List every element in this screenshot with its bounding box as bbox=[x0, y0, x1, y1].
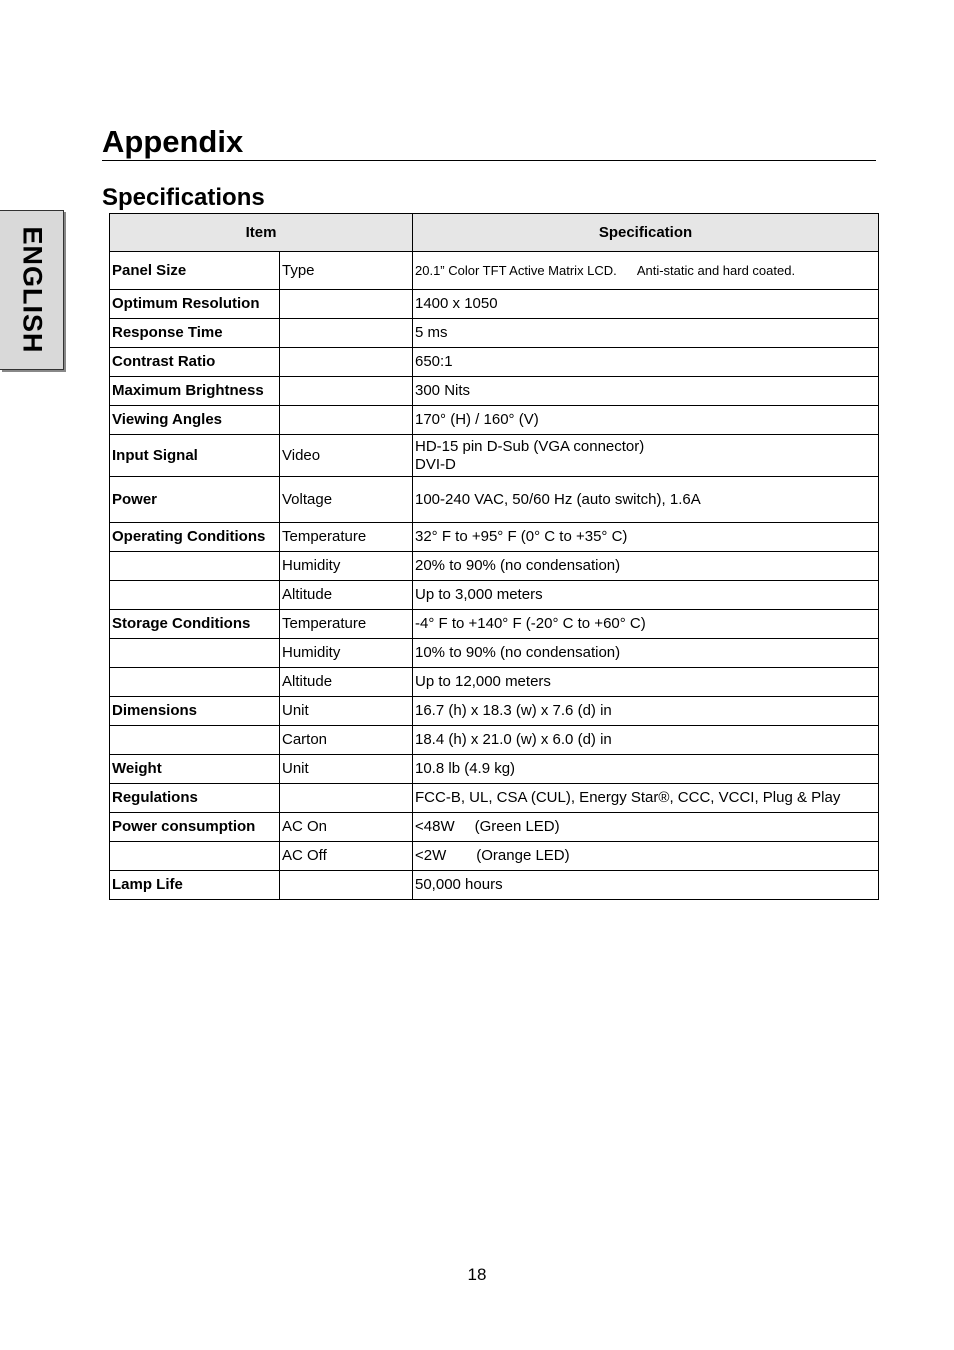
table-row bbox=[110, 406, 879, 435]
table-row bbox=[110, 639, 879, 668]
row-item: Viewing Angles bbox=[110, 406, 280, 435]
row-spec bbox=[413, 252, 879, 290]
row-sub: Video bbox=[280, 435, 413, 477]
row-spec: 300 Nits bbox=[413, 377, 879, 406]
table-row bbox=[110, 377, 879, 406]
specifications-table bbox=[109, 213, 879, 900]
row-spec: Up to 12,000 meters bbox=[413, 668, 879, 697]
row-spec: 1400 x 1050 bbox=[413, 290, 879, 319]
row-item: Input Signal bbox=[110, 435, 280, 477]
row-item bbox=[110, 581, 280, 610]
row-item: Dimensions bbox=[110, 697, 280, 726]
header-specification: Specification bbox=[413, 214, 879, 252]
row-spec: -4° F to +140° F (-20° C to +60° C) bbox=[413, 610, 879, 639]
table-row bbox=[110, 726, 879, 755]
row-sub: AC On bbox=[280, 813, 413, 842]
row-spec-extra: (Orange LED) bbox=[476, 847, 570, 864]
row-spec-line2: DVI-D bbox=[415, 455, 456, 473]
row-sub bbox=[280, 406, 413, 435]
row-spec-text: 20.1” Color TFT Active Matrix LCD. bbox=[415, 262, 617, 278]
row-spec: 18.4 (h) x 21.0 (w) x 6.0 (d) in bbox=[413, 726, 879, 755]
row-sub: Unit bbox=[280, 755, 413, 784]
row-sub: Temperature bbox=[280, 610, 413, 639]
row-sub bbox=[280, 784, 413, 813]
row-item: Power bbox=[110, 477, 280, 523]
table-row bbox=[110, 477, 879, 523]
row-sub: Voltage bbox=[280, 477, 413, 523]
row-item: Optimum Resolution bbox=[110, 290, 280, 319]
row-sub: Temperature bbox=[280, 523, 413, 552]
table-row bbox=[110, 697, 879, 726]
row-sub bbox=[280, 290, 413, 319]
table-row bbox=[110, 813, 879, 842]
row-spec: 16.7 (h) x 18.3 (w) x 7.6 (d) in bbox=[413, 697, 879, 726]
row-sub bbox=[280, 377, 413, 406]
row-spec: 50,000 hours bbox=[413, 871, 879, 900]
table-row bbox=[110, 319, 879, 348]
row-spec: 5 ms bbox=[413, 319, 879, 348]
table-row bbox=[110, 610, 879, 639]
row-spec bbox=[413, 813, 879, 842]
row-sub: Humidity bbox=[280, 552, 413, 581]
row-item: Power consumption bbox=[110, 813, 280, 842]
row-spec-extra: Anti-static and hard coated. bbox=[636, 262, 796, 278]
table-row bbox=[110, 755, 879, 784]
table-row bbox=[110, 252, 879, 290]
table-row bbox=[110, 552, 879, 581]
row-item: Operating Conditions bbox=[110, 523, 280, 552]
table-row bbox=[110, 784, 879, 813]
page-number: 18 bbox=[467, 1265, 487, 1284]
row-spec: 20% to 90% (no condensation) bbox=[413, 552, 879, 581]
row-spec: 32° F to +95° F (0° C to +35° C) bbox=[413, 523, 879, 552]
row-spec: 170° (H) / 160° (V) bbox=[413, 406, 879, 435]
row-sub: Carton bbox=[280, 726, 413, 755]
row-sub bbox=[280, 319, 413, 348]
row-sub: Unit bbox=[280, 697, 413, 726]
row-spec-text: <48W bbox=[415, 818, 455, 835]
header-item: Item bbox=[110, 214, 413, 252]
page-title: Appendix bbox=[102, 124, 876, 161]
row-spec: Up to 3,000 meters bbox=[413, 581, 879, 610]
table-row bbox=[110, 290, 879, 319]
row-spec-line1: HD-15 pin D-Sub (VGA connector) bbox=[415, 437, 645, 455]
row-item: Lamp Life bbox=[110, 871, 280, 900]
row-spec: FCC-B, UL, CSA (CUL), Energy Star®, CCC, VCCI, Plug & Play bbox=[413, 784, 879, 813]
row-spec bbox=[413, 842, 879, 871]
row-item bbox=[110, 639, 280, 668]
row-item bbox=[110, 842, 280, 871]
language-tab bbox=[0, 210, 64, 370]
row-sub: AC Off bbox=[280, 842, 413, 871]
row-sub bbox=[280, 871, 413, 900]
table-row bbox=[110, 842, 879, 871]
table-header-row bbox=[110, 214, 879, 252]
row-spec: 650:1 bbox=[413, 348, 879, 377]
table-row bbox=[110, 581, 879, 610]
section-title: Specifications bbox=[102, 184, 265, 211]
row-item: Weight bbox=[110, 755, 280, 784]
row-sub: Altitude bbox=[280, 668, 413, 697]
table-row bbox=[110, 435, 879, 477]
row-sub bbox=[280, 348, 413, 377]
row-sub: Altitude bbox=[280, 581, 413, 610]
row-spec bbox=[413, 435, 879, 477]
table-row bbox=[110, 523, 879, 552]
row-item: Maximum Brightness bbox=[110, 377, 280, 406]
row-spec-text: <2W bbox=[415, 847, 447, 864]
row-sub: Type bbox=[280, 252, 413, 290]
row-spec: 10% to 90% (no condensation) bbox=[413, 639, 879, 668]
row-spec: 10.8 lb (4.9 kg) bbox=[413, 755, 879, 784]
row-item: Storage Conditions bbox=[110, 610, 280, 639]
row-spec: 100-240 VAC, 50/60 Hz (auto switch), 1.6A bbox=[413, 477, 879, 523]
row-item bbox=[110, 552, 280, 581]
table-row bbox=[110, 871, 879, 900]
row-sub: Humidity bbox=[280, 639, 413, 668]
row-item: Panel Size bbox=[110, 252, 280, 290]
row-item bbox=[110, 668, 280, 697]
table-row bbox=[110, 668, 879, 697]
row-item: Response Time bbox=[110, 319, 280, 348]
row-item: Contrast Ratio bbox=[110, 348, 280, 377]
language-tab-label: ENGLISH bbox=[17, 226, 47, 354]
row-spec-extra: (Green LED) bbox=[474, 818, 560, 835]
row-item: Regulations bbox=[110, 784, 280, 813]
table-row bbox=[110, 348, 879, 377]
row-item bbox=[110, 726, 280, 755]
